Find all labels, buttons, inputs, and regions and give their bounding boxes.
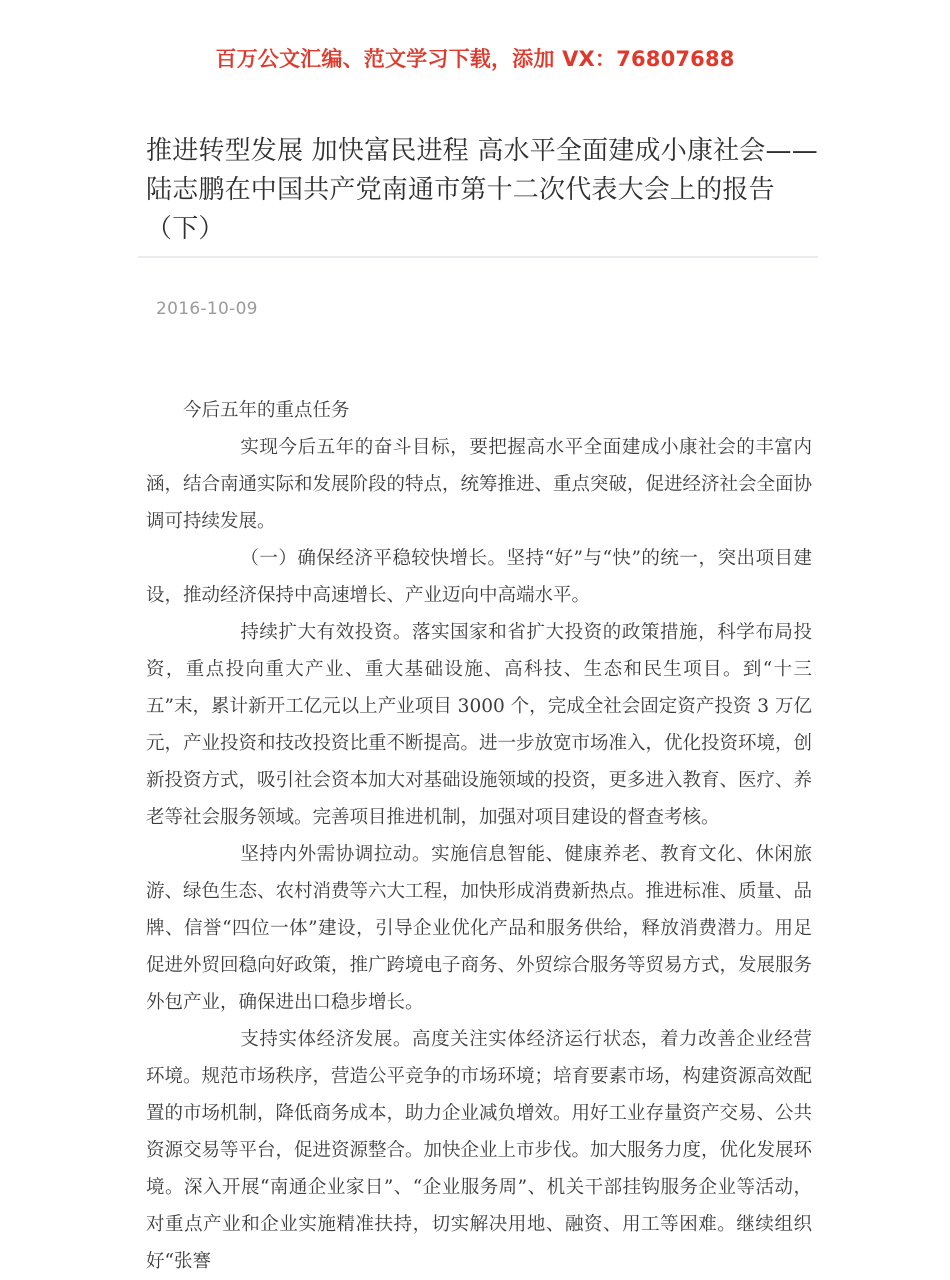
body-paragraph: 持续扩大有效投资。落实国家和省扩大投资的政策措施，科学布局投资，重点投向重大产业、重大基础设施、高科技、生态和民生项目。到“十三五”末，累计新开工亿元以上产业项目 3000 个，完成全社会固定资产投资 3 万亿元，产业投资和技改投资比重不断提高。进一步放宽市场准入，优化投资环境，创新投资方式，吸引社会资本加大对基础设施领域的投资，更多进入教育、医疗、养老等社会服务领域。完善项目推进机制，加强对项目建设的督查考核。 [146,622,813,828]
body-paragraph: 坚持内外需协调拉动。实施信息智能、健康养老、教育文化、休闲旅游、绿色生态、农村消费等六大工程，加快形成消费新热点。推进标准、质量、品牌、信誉“四位一体”建设，引导企业优化产品和服务供给，释放消费潜力。用足促进外贸回稳向好政策，推广跨境电子商务、外贸综合服务等贸易方式，发展服务外包产业，确保进出口稳步增长。 [146,844,813,1013]
title-divider [138,256,818,258]
body-paragraph: 今后五年的重点任务 [183,400,350,421]
page-title: 推进转型发展 加快富民进程 高水平全面建成小康社会——陆志鹏在中国共产党南通市第十二次代表大会上的报告（下） [146,136,818,244]
promo-banner: 百万公文汇编、范文学习下载，添加 VX：76807688 [215,47,735,71]
article-body [146,392,812,1280]
body-paragraph: 实现今后五年的奋斗目标，要把握高水平全面建成小康社会的丰富内涵，结合南通实际和发展阶段的特点，统筹推进、重点突破，促进经济社会全面协调可持续发展。 [146,437,813,532]
body-paragraph: 支持实体经济发展。高度关注实体经济运行状态，着力改善企业经营环境。规范市场秩序，营造公平竞争的市场环境；培育要素市场，构建资源高效配置的市场机制，降低商务成本，助力企业减负增效。用好工业存量资产交易、公共资源交易等平台，促进资源整合。加快企业上市步伐。加大服务力度，优化发展环境。深入开展“南通企业家日”、“企业服务周”、机关干部挂钩服务企业等活动，对重点产业和企业实施精准扶持，切实解决用地、融资、用工等困难。继续组织好“张謇 [146,1029,813,1272]
body-paragraph: （一）确保经济平稳较快增长。坚持“好”与“快”的统一，突出项目建设，推动经济保持中高速增长、产业迈向中高端水平。 [146,548,812,606]
article-header [146,132,818,249]
publish-date: 2016-10-09 [156,299,258,319]
